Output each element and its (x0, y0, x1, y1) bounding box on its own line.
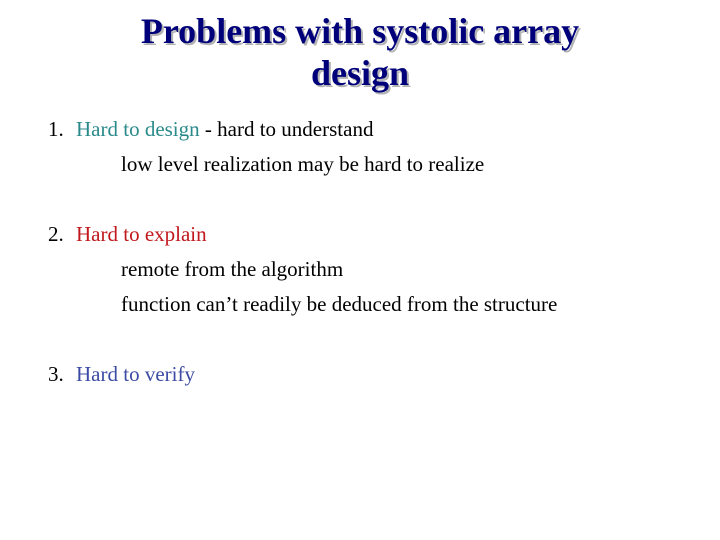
slide-title (60, 10, 660, 94)
problem-list (48, 112, 688, 392)
title-line-1: Problems with systolic array (140, 11, 580, 51)
item-subline: function can’t readily be deduced from the structure (121, 292, 558, 316)
list-item-line (48, 357, 688, 392)
item-rest: - hard to understand (199, 117, 374, 141)
item-heading: Hard to design (76, 117, 200, 141)
item-heading: Hard to explain (76, 222, 207, 246)
list-item-verify (48, 357, 688, 392)
list-item-explain (48, 217, 688, 322)
item-number: 2. (48, 222, 64, 246)
item-number: 3. (48, 362, 64, 386)
item-subline: low level realization may be hard to realize (121, 152, 485, 176)
list-item-line (48, 217, 688, 252)
list-item-line (48, 112, 688, 147)
item-number: 1. (48, 117, 64, 141)
title-line-2: design (310, 53, 410, 93)
item-heading: Hard to verify (76, 362, 195, 386)
item-subline: remote from the algorithm (121, 257, 344, 281)
list-item-design (48, 112, 688, 182)
